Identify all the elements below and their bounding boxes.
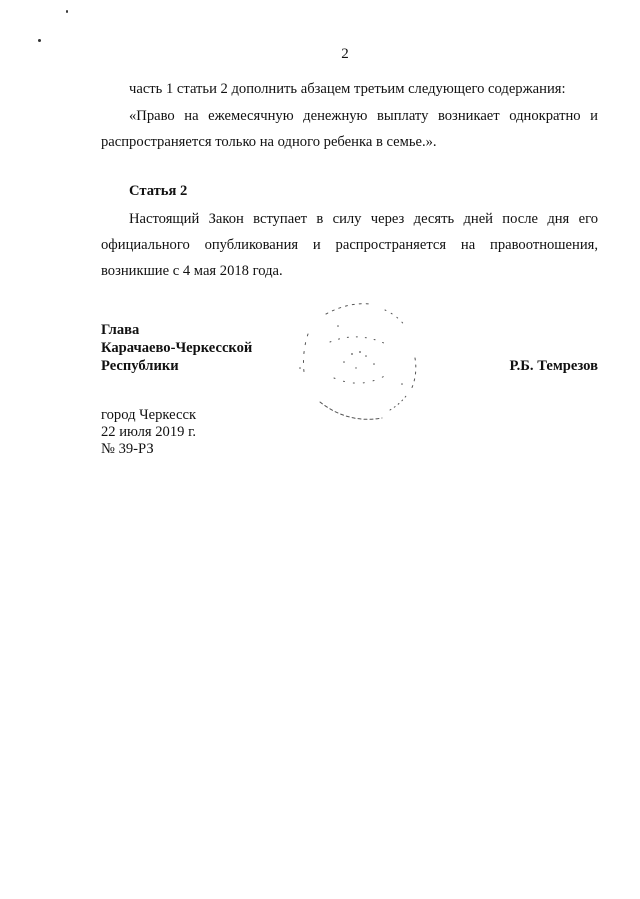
- signer-title-line: Карачаево-Черкесской: [101, 340, 253, 356]
- scan-speck: [38, 39, 41, 42]
- signer-title: [101, 321, 252, 375]
- signer-title-line: Глава: [101, 322, 140, 338]
- amendment-quote: «Право на ежемесячную денежную выплату возникает однократно и распространяется только на одного ребенка в семье.».: [101, 108, 598, 150]
- law-number: № 39-РЗ: [101, 441, 154, 457]
- signing-details: [101, 407, 196, 458]
- scan-speck: [66, 10, 68, 13]
- amendment-intro: часть 1 статьи 2 дополнить абзацем третьим следующего содержания:: [129, 81, 566, 97]
- signer-title-line: Республики: [101, 358, 179, 374]
- signing-date: 22 июля 2019 г.: [101, 424, 197, 440]
- official-stamp: [290, 292, 430, 427]
- signer-name: Р.Б. Темрезов: [509, 358, 598, 374]
- page-number: 2: [341, 46, 349, 62]
- article-text: Настоящий Закон вступает в силу через десять дней после дня его официального опубликования и распространяется на правоотношения, возникшие с 4 мая 2018 года.: [101, 211, 598, 279]
- article-heading: Статья 2: [129, 183, 188, 199]
- signing-city: город Черкесск: [101, 407, 197, 423]
